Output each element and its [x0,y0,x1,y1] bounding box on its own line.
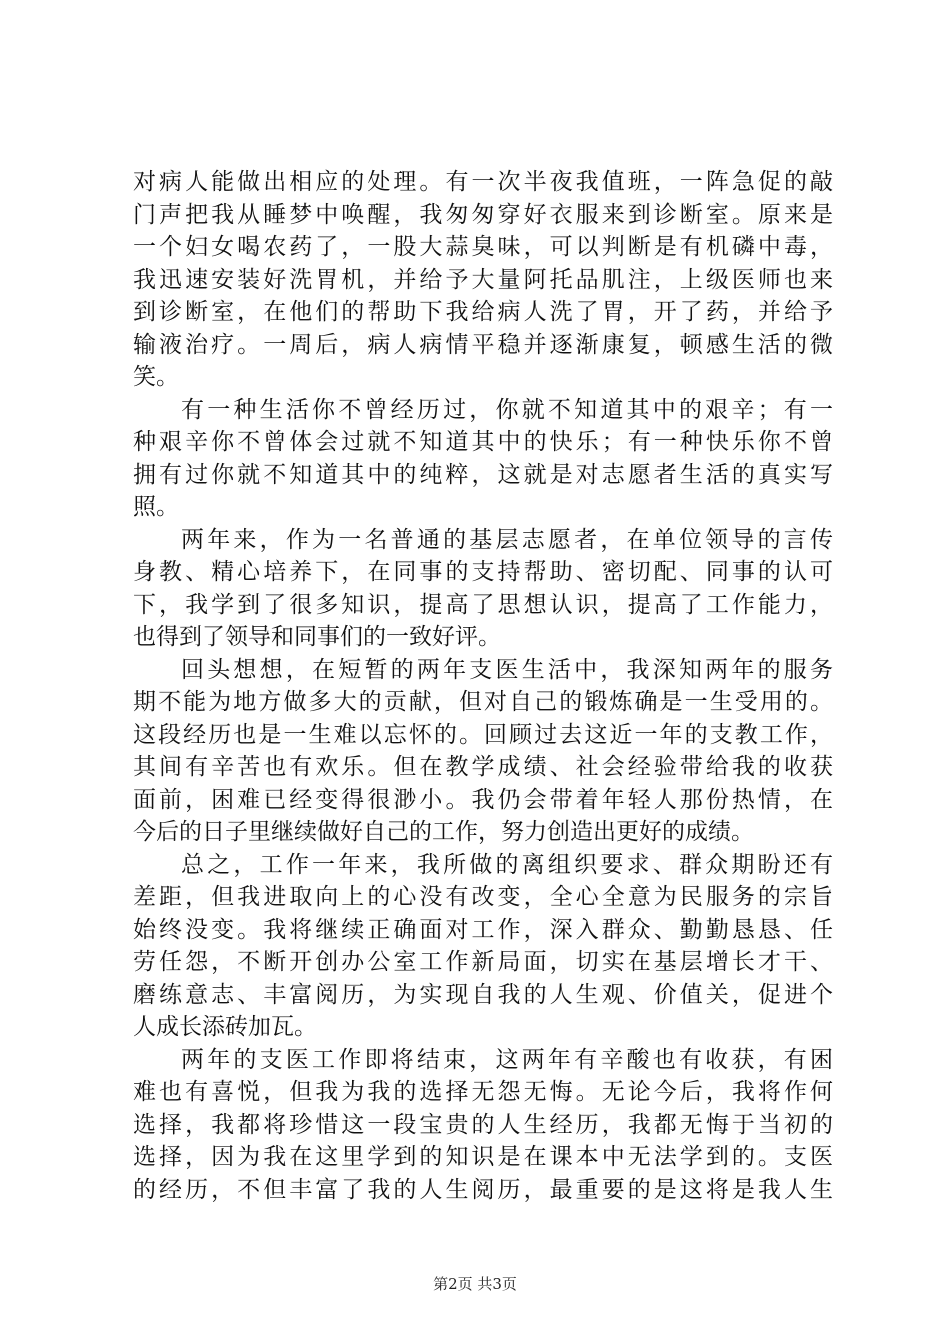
text-line: 一个妇女喝农药了，一股大蒜臭味，可以判断是有机磷中毒， [133,234,833,260]
text-line: 笑。 [133,364,179,390]
text-line: 对病人能做出相应的处理。有一次半夜我值班，一阵急促的敲 [133,169,833,195]
text-line: 始终没变。我将继续正确面对工作，深入群众、勤勤恳恳、任 [133,916,833,943]
text-line: 今后的日子里继续做好自己的工作，努力创造出更好的成绩。 [133,819,754,845]
text-line: 差距，但我进取向上的心没有改变，全心全意为民服务的宗旨 [133,884,833,910]
text-line: 输液治疗。一周后，病人病情平稳并逐渐康复，顿感生活的微 [133,331,833,358]
paragraph-first-line: 回头想想，在短暂的两年支医生活中，我深知两年的服务 [181,656,833,683]
text-line: 也得到了领导和同事们的一致好评。 [133,624,501,650]
text-line: 人成长添砖加瓦。 [133,1014,317,1040]
text-line: 到诊断室，在他们的帮助下我给病人洗了胃，开了药，并给予 [133,299,833,325]
text-line: 劳任怨，不断开创办公室工作新局面，切实在基层增长才干、 [133,949,833,975]
text-line: 期不能为地方做多大的贡献，但对自己的锻炼确是一生受用的。 [133,689,833,715]
text-line: 我迅速安装好洗胃机，并给予大量阿托品肌注，上级医师也来 [133,266,833,293]
page-number-footer: 第2页 共3页 [433,1275,517,1293]
text-line: 选择，我都将珍惜这一段宝贵的人生经历，我都无悔于当初的 [133,1111,833,1138]
body-text [133,166,833,1206]
text-line: 门声把我从睡梦中唤醒，我匆匆穿好衣服来到诊断室。原来是 [133,201,833,228]
text-line: 下，我学到了很多知识，提高了思想认识，提高了工作能力， [133,591,833,618]
text-line: 种艰辛你不曾体会过就不知道其中的快乐；有一种快乐你不曾 [133,429,833,455]
text-line: 选择，因为我在这里学到的知识是在课本中无法学到的。支医 [133,1144,833,1170]
text-line: 照。 [133,494,179,520]
paragraph-first-line: 总之，工作一年来，我所做的离组织要求、群众期盼还有 [181,851,833,878]
paragraph-first-line: 两年来，作为一名普通的基层志愿者，在单位领导的言传 [181,526,833,553]
text-line: 其间有辛苦也有欢乐。但在教学成绩、社会经验带给我的收获 [133,754,833,780]
text-line: 难也有喜悦，但我为我的选择无怨无悔。无论今后，我将作何 [133,1079,833,1105]
text-line: 磨练意志、丰富阅历，为实现自我的人生观、价值关，促进个 [133,981,833,1008]
text-line: 身教、精心培养下，在同事的支持帮助、密切配、同事的认可 [133,559,833,585]
text-line: 的经历，不但丰富了我的人生阅历，最重要的是这将是我人生 [133,1176,833,1203]
paragraph-first-line: 两年的支医工作即将结束，这两年有辛酸也有收获，有困 [181,1046,833,1073]
paragraph-first-line: 有一种生活你不曾经历过，你就不知道其中的艰辛；有一 [181,396,833,423]
text-line: 面前，困难已经变得很渺小。我仍会带着年轻人那份热情，在 [133,786,833,813]
text-line: 拥有过你就不知道其中的纯粹，这就是对志愿者生活的真实写 [133,461,833,488]
text-line: 这段经历也是一生难以忘怀的。回顾过去这近一年的支教工作， [133,721,833,748]
